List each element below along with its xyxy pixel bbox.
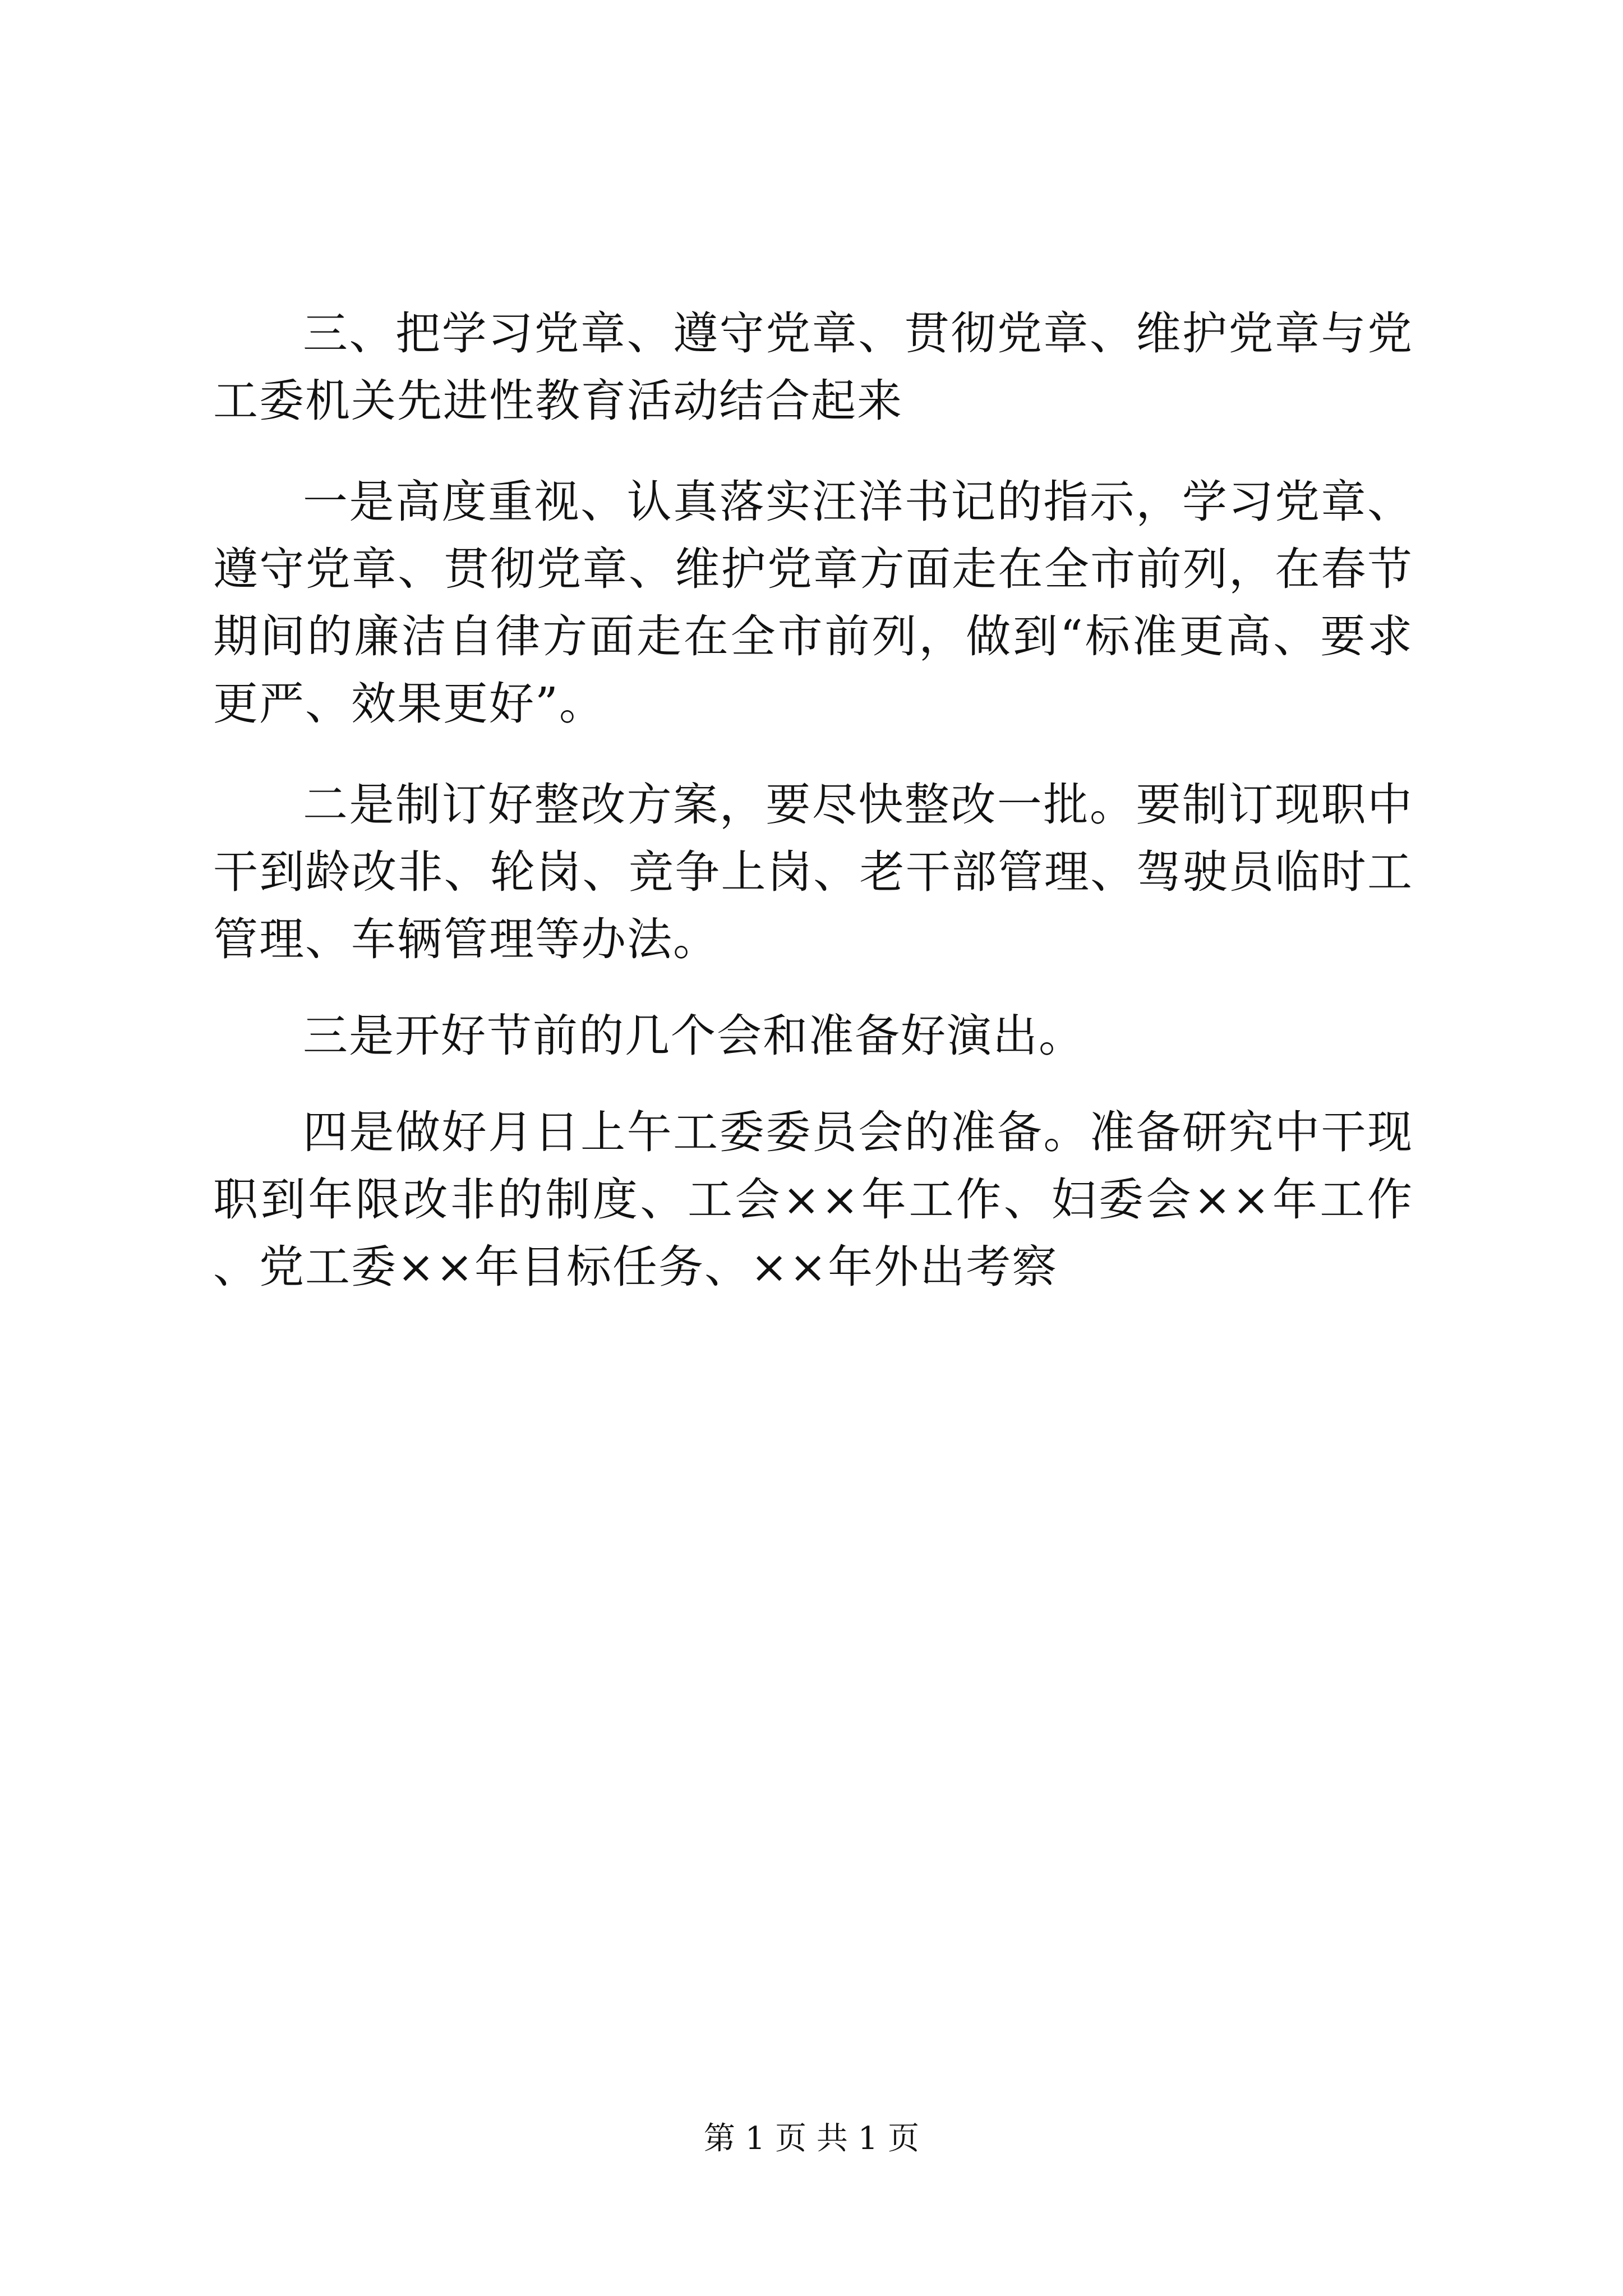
paragraph-item-three: 三是开好节前的几个会和准备好演出。 <box>303 1010 1085 1062</box>
document-body <box>213 300 1413 1301</box>
paragraph-item-one: 一是高度重视、认真落实汪洋书记的指示，学习党章、遵守党章、贯彻党章、维护党章方面走在全市前列，在春节期间的廉洁自律方面走在全市前列，做到“标准更高、要求更严、效果更好”。 <box>213 476 1413 730</box>
paragraph-item-two: 二是制订好整改方案，要尽快整改一批。要制订现职中干到龄改非、轮岗、竞争上岗、老干部管理、驾驶员临时工管理、车辆管理等办法。 <box>213 779 1413 965</box>
paragraph-section-heading: 三、把学习党章、遵守党章、贯彻党章、维护党章与党工委机关先进性教育活动结合起来 <box>213 307 1413 427</box>
page-number-footer: 第 1 页 共 1 页 <box>703 2120 920 2157</box>
paragraph-item-four: 四是做好月日上午工委委员会的准备。准备研究中干现职到年限改非的制度、工会××年工作、妇委会××年工作、党工委××年目标任务、××年外出考察 <box>213 1106 1413 1293</box>
